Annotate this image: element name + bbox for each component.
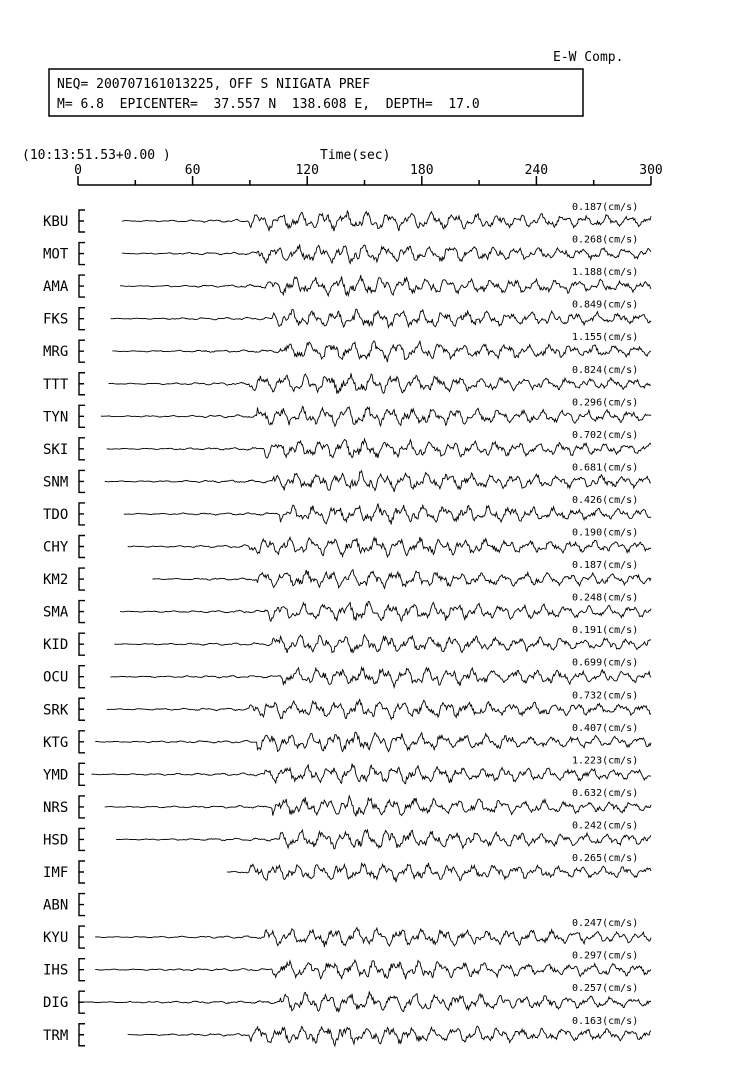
station-row [43, 202, 651, 232]
max-amplitude-label: 0.702(cm/s) [572, 429, 639, 441]
waveform-trace [111, 309, 652, 327]
waveform-trace [153, 570, 652, 589]
station-bracket [79, 243, 85, 265]
max-amplitude-label: 0.849(cm/s) [572, 299, 639, 311]
station-label: ABN [43, 897, 69, 914]
waveform-trace [111, 668, 652, 688]
station-row [43, 755, 651, 785]
max-amplitude-label: 0.242(cm/s) [572, 820, 639, 832]
station-label: DIG [43, 995, 69, 1012]
event-info-line2: M= 6.8 EPICENTER= 37.557 N 138.608 E, DEPTH= 17.0 [57, 97, 480, 112]
station-row [43, 951, 651, 981]
waveform-trace [116, 830, 651, 849]
waveform-trace [109, 373, 651, 393]
station-row [43, 495, 651, 525]
max-amplitude-label: 0.265(cm/s) [572, 853, 639, 864]
waveform-trace [128, 1026, 651, 1046]
station-bracket [79, 373, 85, 395]
waveform-trace [78, 991, 651, 1011]
station-bracket [79, 796, 85, 818]
station-bracket [79, 698, 85, 720]
station-label: AMA [43, 279, 69, 296]
station-bracket [79, 405, 85, 427]
max-amplitude-label: 0.257(cm/s) [572, 983, 639, 995]
station-label: KID [43, 637, 69, 654]
station-bracket [79, 601, 85, 623]
station-bracket [79, 210, 85, 232]
waveform-trace [122, 244, 651, 263]
station-label: KBU [43, 214, 69, 230]
station-label: CHY [43, 539, 69, 556]
x-tick-label: 120 [295, 163, 319, 178]
max-amplitude-label: 0.163(cm/s) [572, 1015, 639, 1027]
max-amplitude-label: 0.187(cm/s) [572, 560, 639, 572]
station-label: FKS [43, 311, 69, 328]
waveform-trace [112, 341, 651, 362]
station-row [43, 528, 651, 558]
station-row [43, 1016, 651, 1046]
station-row [43, 820, 651, 850]
station-bracket [79, 633, 85, 655]
station-bracket [79, 959, 85, 981]
station-row [43, 894, 85, 916]
station-bracket [79, 894, 85, 916]
station-label: MRG [43, 344, 69, 361]
waveform-trace [114, 635, 651, 653]
waveform-trace [120, 275, 651, 296]
station-label: SRK [43, 702, 69, 719]
max-amplitude-label: 0.732(cm/s) [572, 690, 639, 702]
station-row [43, 300, 651, 330]
time-axis-ticks [74, 163, 663, 185]
x-tick-label: 0 [74, 163, 82, 178]
station-label: MOT [43, 246, 69, 263]
start-time-label: (10:13:51.53+0.00 ) [22, 148, 171, 163]
max-amplitude-label: 0.248(cm/s) [572, 592, 639, 604]
station-bracket [79, 763, 85, 785]
station-bracket [79, 275, 85, 297]
station-bracket [79, 536, 85, 558]
station-label: TRM [43, 1027, 69, 1044]
station-label: KYU [43, 930, 69, 947]
station-bracket [79, 308, 85, 330]
x-tick-label: 180 [410, 163, 434, 178]
station-bracket [79, 1024, 85, 1046]
station-bracket [79, 503, 85, 525]
max-amplitude-label: 0.824(cm/s) [572, 364, 639, 376]
station-label: KTG [43, 734, 69, 751]
station-bracket [79, 568, 85, 590]
max-amplitude-label: 1.188(cm/s) [572, 267, 639, 279]
station-label: SMA [43, 604, 69, 621]
station-label: HSD [43, 832, 69, 849]
waveform-trace [124, 504, 651, 525]
max-amplitude-label: 0.407(cm/s) [572, 722, 639, 734]
waveform-trace [107, 439, 651, 458]
station-label: NRS [43, 799, 69, 816]
station-label: TTT [43, 376, 69, 393]
station-row [43, 593, 651, 623]
station-row [43, 983, 651, 1013]
x-axis-title: Time(sec) [320, 148, 391, 163]
station-row [43, 658, 651, 688]
max-amplitude-label: 0.187(cm/s) [572, 202, 639, 213]
station-label: TDO [43, 506, 69, 523]
max-amplitude-label: 0.190(cm/s) [572, 527, 639, 539]
waveform-trace [120, 601, 651, 621]
max-amplitude-label: 0.297(cm/s) [572, 950, 639, 962]
station-label: KM2 [43, 572, 69, 589]
station-row [43, 397, 651, 427]
station-label: TYN [43, 409, 69, 426]
waveform-trace [105, 471, 651, 492]
station-row [43, 267, 651, 297]
station-label: IHS [43, 962, 69, 979]
max-amplitude-label: 0.296(cm/s) [572, 397, 639, 409]
station-row [43, 788, 651, 818]
max-amplitude-label: 1.223(cm/s) [572, 755, 639, 767]
station-row [43, 462, 651, 492]
station-bracket [79, 731, 85, 753]
station-row [43, 853, 651, 883]
max-amplitude-label: 0.681(cm/s) [572, 462, 639, 474]
max-amplitude-label: 1.155(cm/s) [572, 332, 639, 344]
component-label: E-W Comp. [553, 50, 624, 65]
station-row [43, 332, 651, 362]
station-row [43, 365, 651, 395]
event-info-line1: NEQ= 200707161013225, OFF S NIIGATA PREF [57, 77, 371, 92]
station-label: SKI [43, 441, 69, 458]
station-bracket [79, 666, 85, 688]
max-amplitude-label: 0.699(cm/s) [572, 657, 639, 669]
station-row [43, 235, 651, 265]
waveform-trace [95, 928, 651, 947]
station-label: IMF [43, 865, 69, 881]
waveform-trace [227, 863, 651, 882]
station-row [43, 560, 651, 590]
station-bracket [79, 926, 85, 948]
station-row [43, 690, 651, 720]
waveform-trace [91, 764, 651, 784]
waveform-trace [101, 406, 651, 426]
station-row [43, 918, 651, 948]
station-row [43, 723, 651, 753]
x-tick-label: 300 [639, 163, 663, 178]
station-label: OCU [43, 669, 69, 686]
max-amplitude-label: 0.426(cm/s) [572, 494, 639, 506]
max-amplitude-label: 0.268(cm/s) [572, 234, 639, 246]
station-bracket [79, 340, 85, 362]
station-bracket [79, 861, 85, 883]
station-traces [43, 202, 651, 1046]
max-amplitude-label: 0.247(cm/s) [572, 918, 639, 930]
station-bracket [79, 470, 85, 492]
waveform-trace [107, 700, 651, 720]
x-tick-label: 60 [184, 163, 201, 178]
station-label: YMD [43, 767, 69, 784]
station-bracket [79, 828, 85, 850]
waveform-trace [128, 537, 651, 557]
waveform-trace [122, 211, 651, 231]
waveform-trace [95, 960, 651, 979]
waveform-trace [95, 732, 651, 751]
station-row [43, 625, 651, 655]
max-amplitude-label: 0.191(cm/s) [572, 625, 639, 637]
waveform-trace [105, 796, 651, 816]
station-row [43, 430, 651, 460]
max-amplitude-label: 0.632(cm/s) [572, 787, 639, 799]
station-bracket [79, 438, 85, 460]
station-label: SNM [43, 474, 69, 491]
x-tick-label: 240 [524, 163, 549, 178]
